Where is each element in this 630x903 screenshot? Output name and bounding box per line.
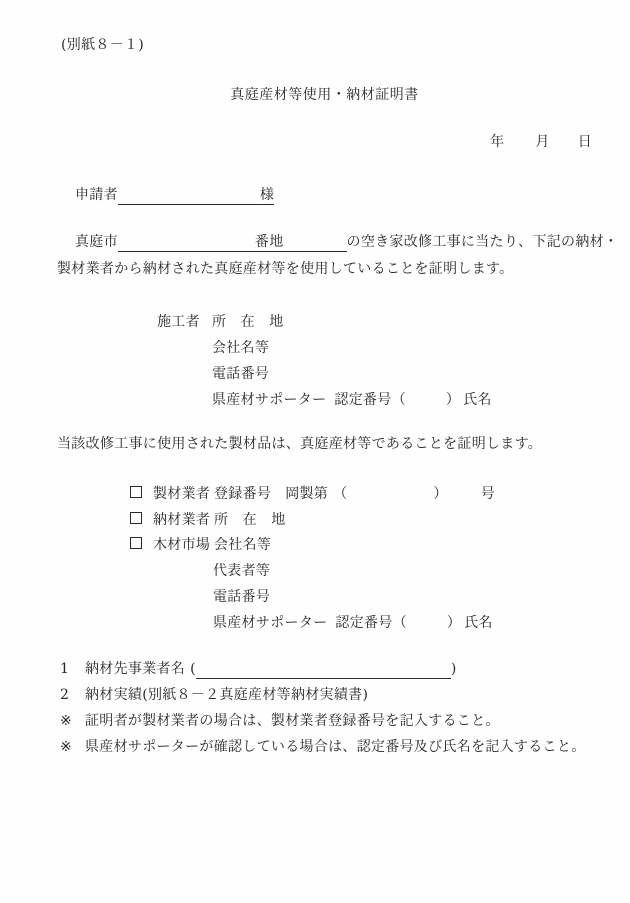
- check-row-mill: [130, 482, 592, 508]
- contractor-company-row: 会社名等: [212, 340, 270, 356]
- blank-space: [284, 237, 347, 251]
- business-name-blank: [196, 661, 451, 679]
- phone-row: 電話番号: [213, 588, 271, 605]
- supporter-label: 県産材サポーター: [213, 614, 328, 631]
- footer-note-2: [60, 734, 592, 760]
- reg-suffix-label: 号: [480, 486, 496, 502]
- reg-no-label: 登録番号: [214, 486, 272, 502]
- date-day-label: 日: [577, 134, 592, 150]
- reg-prefix-label: 岡製第: [285, 486, 329, 502]
- blank-space: [448, 484, 481, 498]
- date-month-label: 月: [535, 134, 550, 150]
- footer-block: [60, 656, 592, 760]
- contractor-supporter-row: [212, 387, 592, 413]
- city-label: 真庭市: [75, 234, 118, 250]
- paren-close: ）: [445, 392, 461, 408]
- intro-line-2: 製材業者から納材された真庭産材等を使用していることを証明します。: [57, 261, 514, 277]
- paren-close: ）: [433, 486, 448, 502]
- supporter-label: 県産材サポーター: [212, 392, 327, 408]
- item1-label: 納材先事業者名: [85, 661, 186, 678]
- blank-space: [196, 664, 451, 678]
- paren-close: ): [450, 661, 457, 678]
- lot-number-label: 番地: [254, 234, 284, 250]
- contractor-address-row: [157, 309, 592, 335]
- item2-text: 納材実績(別紙８－２真庭産材等納材実績書): [85, 687, 369, 704]
- mill-label: 製材業者: [153, 486, 211, 502]
- intro-paragraph: [57, 229, 619, 283]
- rep-row: 代表者等: [213, 563, 271, 580]
- checkbox-icon: [130, 486, 142, 498]
- blank-space: [407, 613, 447, 627]
- contractor-address-label: 所 在 地: [212, 314, 284, 330]
- applicant-line: [75, 185, 592, 205]
- contractor-phone-row: 電話番号: [212, 366, 270, 382]
- note1-text: 証明者が製材業者の場合は、製材業者登録番号を記入すること。: [85, 713, 500, 730]
- note-mark: ※: [60, 739, 73, 756]
- paren-open: （: [392, 614, 407, 631]
- contractor-block: [157, 309, 592, 413]
- footer-note-1: [60, 708, 592, 734]
- supplier-label: 納材業者: [153, 511, 211, 528]
- blank-space: [118, 190, 260, 204]
- checkbox-block: [130, 482, 592, 636]
- footer-item-1: [60, 656, 592, 682]
- check-row-market: [130, 533, 592, 559]
- applicant-name-blank: [118, 187, 274, 205]
- checkbox-icon: [130, 537, 142, 549]
- note2-text: 県産材サポーターが確認している場合は、認定番号及び氏名を記入すること。: [85, 739, 586, 756]
- checkbox-icon: [130, 512, 142, 524]
- intro-line-1: [57, 229, 619, 256]
- paren-open: （: [391, 392, 406, 408]
- note-mark: ※: [60, 713, 73, 730]
- paren-close: ）: [446, 614, 462, 631]
- check-row-supplier: [130, 508, 592, 534]
- ref-label: (別紙８－１): [61, 37, 145, 53]
- address-blank: [118, 234, 347, 252]
- supporter-row: [213, 611, 592, 637]
- intro-text: の空き家改修工事に当たり、下記の納材・: [346, 234, 619, 250]
- blank-space: [347, 484, 433, 498]
- name-label: 氏名: [464, 614, 493, 631]
- item-number: 1: [60, 661, 70, 678]
- market-company-label: 会社名等: [214, 537, 272, 554]
- page-title: 真庭産材等使用・納材証明書: [230, 87, 419, 103]
- date-year-label: 年: [490, 134, 505, 150]
- footer-item-2: [60, 682, 592, 708]
- contractor-role-label: 施工者: [157, 314, 200, 330]
- paren-open: (: [190, 661, 196, 678]
- date-line: [57, 132, 592, 152]
- applicant-label: 申請者: [75, 187, 118, 203]
- supplier-address-label: 所 在 地: [214, 511, 286, 528]
- item-number: 2: [60, 687, 70, 704]
- blank-space: [136, 237, 255, 251]
- certify-statement: 当該改修工事に使用された製材品は、真庭産材等であることを証明します。: [57, 436, 543, 452]
- market-label: 木材市場: [153, 537, 211, 554]
- blank-space: [406, 390, 446, 404]
- cert-no-label: 認定番号: [334, 392, 392, 408]
- paren-open: （: [333, 486, 348, 502]
- applicant-honorific: 様: [259, 187, 275, 203]
- cert-no-label: 認定番号: [335, 614, 393, 631]
- name-label: 氏名: [463, 392, 492, 408]
